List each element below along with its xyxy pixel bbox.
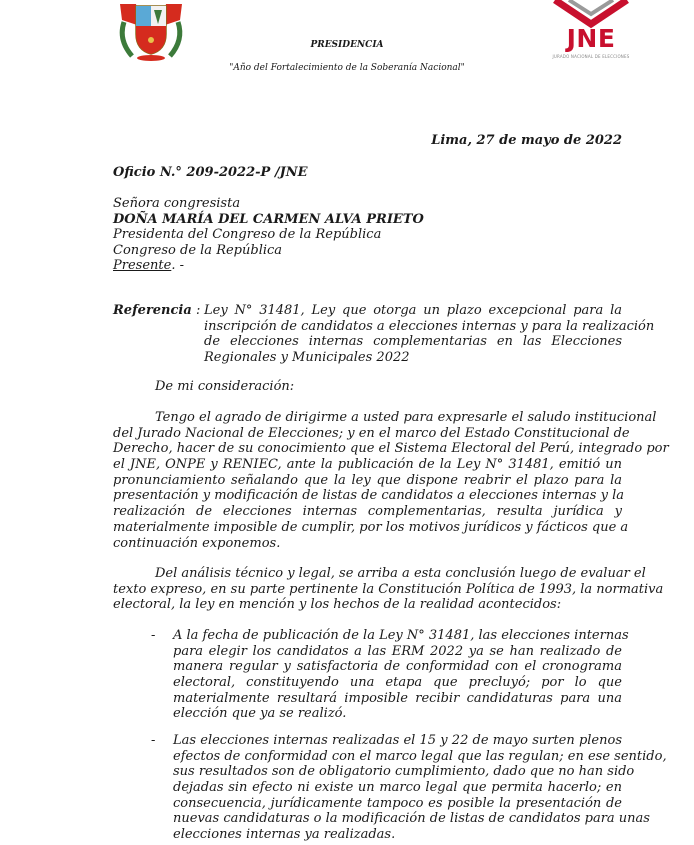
- referencia-line: inscripción de candidatos a elecciones internas y para la realización: [204, 318, 655, 334]
- bullet-line: dejadas sin efecto ni existe un marco legal que permita hacerlo; en: [173, 780, 622, 796]
- recipient-institution: Congreso de la República: [113, 242, 283, 258]
- paragraph-line: presentación y modificación de listas de candidatos a elecciones internas y la: [113, 488, 624, 504]
- bullet-line: efectos de conformidad con el marco legal que las regulan; en ese sentido,: [173, 748, 667, 764]
- paragraph-line: texto expreso, en su parte pertinente la Constitución Política de 1993, la normativa: [113, 581, 664, 597]
- bullet-line: materialmente resultará imposible recibir candidaturas para una: [173, 690, 622, 706]
- paragraph-line: el JNE, ONPE y RENIEC, ante la publicación de la Ley N° 31481, emitió un: [113, 457, 622, 473]
- paragraph-line: del Jurado Nacional de Elecciones; y en el marco del Estado Constitucional de: [113, 425, 630, 441]
- bullet-line: nuevas candidaturas o la modificación de listas de candidatos para unas: [173, 811, 650, 827]
- reference-number: Oficio N.° 209-2022-P /JNE: [113, 165, 308, 180]
- referencia-label: Referencia: [113, 303, 192, 318]
- bullet-line: manera regular y satisfactoria de conformidad con el cronograma: [173, 659, 622, 675]
- presente-suffix: . -: [171, 258, 184, 273]
- paragraph-line: continuación exponemos.: [113, 535, 281, 551]
- presente-line: [113, 258, 613, 274]
- greeting: De mi consideración:: [155, 379, 295, 394]
- letter-date: Lima, 27 de mayo de 2022: [431, 133, 622, 148]
- paragraph-2: [113, 566, 664, 613]
- recipient-position: Presidenta del Congreso de la República: [113, 227, 382, 242]
- paragraph-1: [113, 410, 669, 551]
- jne-logo-text: JNE: [566, 24, 616, 53]
- bullet-marker: -: [151, 628, 156, 643]
- paragraph-line: Derecho, hacer de su conocimiento que el Sistema Electoral del Perú, integrado por: [113, 441, 669, 457]
- bullet-line: consecuencia, jurídicamente tampoco es posible la presentación de: [173, 795, 622, 811]
- referencia-line: Regionales y Municipales 2022: [204, 350, 410, 366]
- bullet-item-2: [173, 733, 667, 843]
- paragraph-line: realización de elecciones internas complementarias, resulta jurídica y: [113, 504, 622, 520]
- paragraph-line: Tengo el agrado de dirigirme a usted para expresarle el saludo institucional: [155, 410, 657, 425]
- bullet-line: electoral, constituyendo una etapa que precluyó; por lo que: [173, 675, 622, 691]
- bullet-item-1: [173, 628, 629, 722]
- recipient-salutation: Señora congresista: [113, 196, 241, 211]
- presente-word: Presente: [113, 258, 172, 273]
- bullet-line: elección que ya se realizó.: [173, 706, 347, 722]
- bullet-line: sus resultados son de obligatorio cumplimiento, dado que no han sido: [173, 764, 635, 780]
- recipient-name: DOÑA MARÍA DEL CARMEN ALVA PRIETO: [113, 211, 424, 227]
- referencia-line: de elecciones internas complementarias en las Elecciones: [204, 334, 622, 350]
- coat-of-arms-logo: [114, 0, 188, 62]
- referencia-line: Ley N° 31481, Ley que otorga un plazo excepcional para la: [204, 303, 622, 318]
- bullet-line: Las elecciones internas realizadas el 15 y 22 de mayo surten plenos: [173, 733, 622, 748]
- referencia-colon: :: [196, 303, 201, 318]
- paragraph-line: electoral, la ley en mención y los hechos de la realidad acontecidos:: [113, 597, 562, 613]
- year-motto: "Año del Fortalecimiento de la Soberanía Nacional": [229, 63, 465, 73]
- bullet-line: para elegir los candidatos a las ERM 2022 ya se han realizado de: [173, 643, 622, 659]
- paragraph-line: pronunciamiento señalando que la ley que dispone reabrir el plazo para la: [113, 472, 622, 488]
- paragraph-line: Del análisis técnico y legal, se arriba a esta conclusión luego de evaluar el: [155, 566, 646, 581]
- bullet-marker: -: [151, 733, 156, 748]
- bullet-line: elecciones internas ya realizadas.: [173, 827, 396, 843]
- office-heading: PRESIDENCIA: [310, 40, 384, 50]
- jne-logo-subtext: JURADO NACIONAL DE ELECCIONES: [552, 54, 630, 59]
- bullet-line: A la fecha de publicación de la Ley N° 31481, las elecciones internas: [173, 628, 629, 643]
- recipient-block: [113, 196, 613, 274]
- referencia-text: [204, 303, 655, 366]
- paragraph-line: materialmente imposible de cumplir, por los motivos jurídicos y fácticos que a: [113, 519, 629, 535]
